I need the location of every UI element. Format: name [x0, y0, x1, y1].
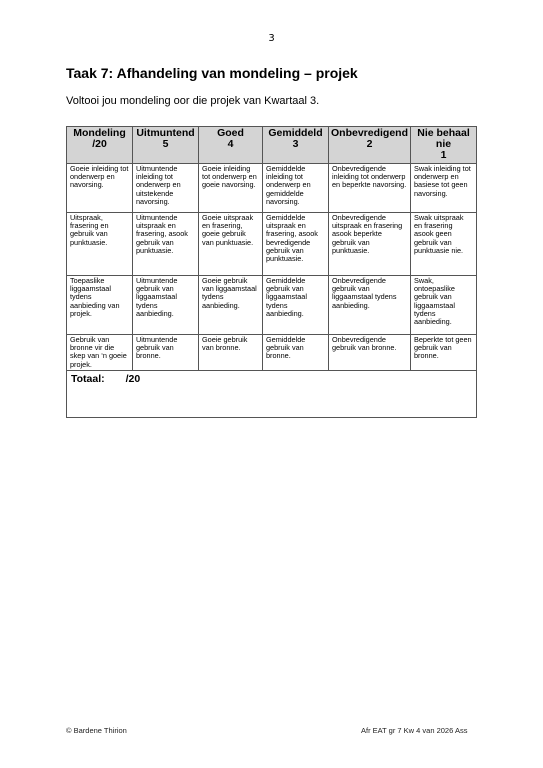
table-cell: Gemiddelde uitspraak en frasering, asook bevredigende gebruik van punktuasie.	[263, 213, 329, 276]
table-cell: Swak uitspraak en frasering asook geen gebruik van punktuasie nie.	[411, 213, 477, 276]
table-cell: Uitmuntende gebruik van liggaamstaal tydens aanbieding.	[133, 276, 199, 335]
header-score: 5	[162, 138, 169, 150]
table-cell: Toepaslike liggaamstaal tydens aanbieding van projek.	[67, 276, 133, 335]
header-nie-behaal-nie	[411, 127, 477, 164]
table-cell: Onbevredigende uitspraak en frasering asook beperkte gebruik van punktuasie.	[329, 213, 411, 276]
header-score: 2	[366, 138, 373, 150]
table-cell: Onbevredigende inleiding tot onderwerp en beperkte navorsing.	[329, 164, 411, 213]
header-goed	[199, 127, 263, 164]
table-cell: Gemiddelde inleiding tot onderwerp en gemiddelde navorsing.	[263, 164, 329, 213]
table-row	[67, 276, 477, 335]
table-cell: Beperkte tot geen gebruik van bronne.	[411, 335, 477, 371]
table-cell: Goeie inleiding tot onderwerp en navorsing.	[67, 164, 133, 213]
table-cell: Gemiddelde gebruik van liggaamstaal tydens aanbieding.	[263, 276, 329, 335]
header-label: Onbevredigend	[330, 127, 408, 139]
page-number: 3	[268, 33, 275, 44]
header-score: 3	[292, 138, 299, 150]
table-row	[67, 213, 477, 276]
instruction-text: Voltooi jou mondeling oor die projek van Kwartaal 3.	[66, 95, 320, 107]
total-value: /20	[125, 372, 141, 385]
header-mondeling	[67, 127, 133, 164]
header-label: Gemiddeld	[268, 127, 323, 139]
table-cell: Onbevredigende gebruik van bronne.	[329, 335, 411, 371]
header-label: Mondeling	[73, 127, 126, 139]
footer-copyright: © Bardene Thirion	[66, 726, 127, 735]
total-row	[67, 370, 477, 417]
table-row	[67, 164, 477, 213]
footer-document-code: Afr EAT gr 7 Kw 4 van 2026 Ass	[361, 726, 468, 735]
table-cell: Goeie gebruik van liggaamstaal tydens aanbieding.	[199, 276, 263, 335]
table-cell: Uitspraak, frasering en gebruik van punktuasie.	[67, 213, 133, 276]
total-label: Totaal:	[71, 372, 105, 385]
total-cell	[67, 370, 477, 417]
header-score: 1	[440, 149, 447, 161]
rubric-header-row	[67, 127, 477, 164]
table-cell: Goeie uitspraak en frasering, goeie gebruik van punktuasie.	[199, 213, 263, 276]
task-title: Taak 7: Afhandeling van mondeling – projek	[66, 65, 358, 81]
header-score: 4	[227, 138, 234, 150]
table-cell: Gebruik van bronne vir die skep van ‘n goeie projek.	[67, 335, 133, 371]
table-cell: Uitmuntende inleiding tot onderwerp en uitstekende navorsing.	[133, 164, 199, 213]
rubric-table	[66, 126, 477, 418]
table-cell: Swak, ontoepaslike gebruik van liggaamstaal tydens aanbieding.	[411, 276, 477, 335]
header-score: /20	[92, 138, 107, 150]
table-cell: Goeie gebruik van bronne.	[199, 335, 263, 371]
header-label: Nie behaal nie	[417, 127, 470, 150]
table-cell: Uitmuntende gebruik van bronne.	[133, 335, 199, 371]
header-uitmuntend	[133, 127, 199, 164]
header-label: Goed	[217, 127, 244, 139]
table-cell: Onbevredigende gebruik van liggaamstaal tydens aanbieding.	[329, 276, 411, 335]
table-cell: Uitmuntende uitspraak en frasering, asook gebruik van punktuasie.	[133, 213, 199, 276]
header-onbevredigend	[329, 127, 411, 164]
table-row	[67, 335, 477, 371]
header-gemiddeld	[263, 127, 329, 164]
header-label: Uitmuntend	[136, 127, 195, 139]
table-cell: Gemiddelde gebruik van bronne.	[263, 335, 329, 371]
table-cell: Goeie inleiding tot onderwerp en goeie navorsing.	[199, 164, 263, 213]
table-cell: Swak inleiding tot onderwerp en basiese tot geen navorsing.	[411, 164, 477, 213]
